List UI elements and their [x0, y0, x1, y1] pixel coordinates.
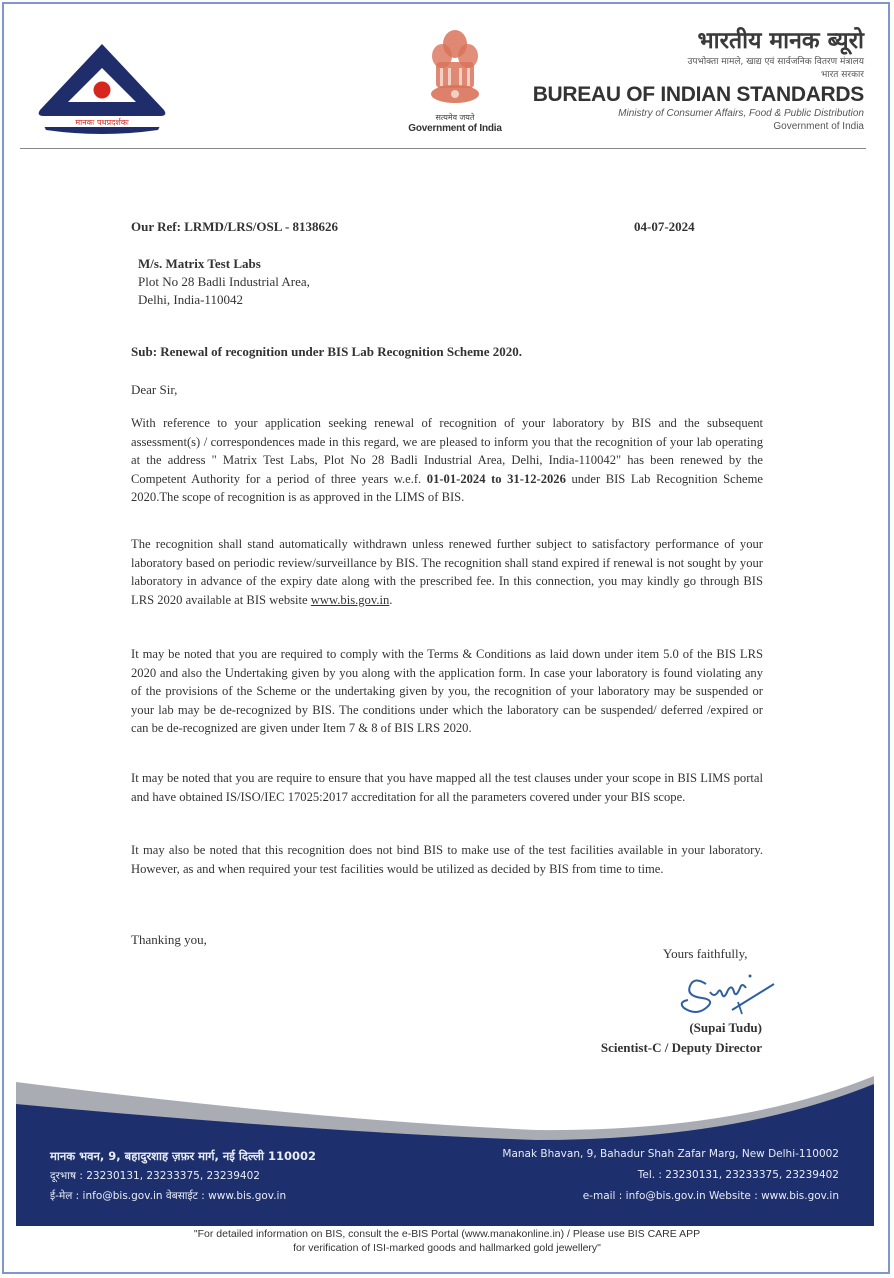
handwritten-signature-icon [676, 962, 786, 1022]
footer-note [0, 1227, 894, 1255]
bis-logo [32, 38, 172, 138]
footer-note-line2: for verification of ISI-marked goods and hallmarked gold jewellery" [293, 1242, 601, 1254]
recipient-name: M/s. Matrix Test Labs [138, 256, 261, 271]
footer-english-contact [502, 1144, 839, 1207]
thanks-line: Thanking you, [131, 932, 207, 947]
footer-english-address: Manak Bhavan, 9, Bahadur Shah Zafar Marg, New Delhi-110002 [502, 1148, 839, 1160]
footer-english-phone: Tel. : 23230131, 23233375, 23239402 [637, 1169, 839, 1181]
footer-hindi-contact [50, 1146, 316, 1206]
recipient-address-line1: Plot No 28 Badli Industrial Area, [138, 274, 310, 289]
english-ministry: Ministry of Consumer Affairs, Food & Public Distribution [618, 108, 864, 119]
emblem-caption: Government of India [408, 123, 502, 134]
closing-line: Yours faithfully, [663, 946, 748, 961]
paragraph-text: With reference to your application seeking renewal of recognition of your laboratory by BIS and the subsequent assessment(s) / correspondences made in this regard, we are pleased to inform you that the recognition of your lab operating at the address " Matrix Test Labs, Plot No 28 Badli Industrial Area, Delhi, India-110042" has been renewed by the Competent Authority for a period of three years w.e.f. [131, 416, 763, 486]
signer-name: (Supai Tudu) [689, 1020, 762, 1035]
hindi-govt: भारत सरकार [820, 70, 864, 80]
letterhead-title-block [533, 26, 864, 133]
paragraph-text: under BIS Lab Recognition Scheme 2020.The scope of recognition is as approved in the LIMS of BIS. [131, 471, 763, 505]
bis-triangle-logo-icon [32, 38, 172, 138]
emblem-motto: सत्यमेव जयते [435, 113, 475, 122]
recipient-address [138, 255, 310, 309]
paragraph-terms: It may be noted that you are required to comply with the Terms & Conditions as laid down under item 5.0 of the BIS LRS 2020 and also the Undertaking given by you along with the application form. In case your laboratory is found violating any of the provisions of the Scheme or the undertaking given by you, the recognition of your laboratory may be suspended or your lab may be de-recognized by BIS. The conditions under which the laboratory can be suspended/ deferred /expired or can be de-recognized are given under Item 7 & 8 of BIS LRS 2020. [131, 647, 763, 736]
recipient-address-line2: Delhi, India-110042 [138, 292, 243, 307]
english-title: BUREAU OF INDIAN STANDARDS [532, 83, 864, 106]
hindi-title: भारतीय मानक ब्यूरो [697, 28, 864, 54]
bis-website-link[interactable]: www.bis.gov.in [310, 592, 390, 607]
signer-title: Scientist-C / Deputy Director [600, 1040, 762, 1055]
paragraph-text: The recognition shall stand automatically withdrawn unless renewed further subject to satisfactory performance of your laboratory based on periodic review/surveillance by BIS. The recognition shall stand expired if renewal is not sought by your laboratory in advance of the expiry date along with the prescribed fee. In this connection, you may kindly go through BIS LRS 2020 available at BIS website [131, 537, 763, 607]
english-govt: Government of India [773, 121, 864, 132]
validity-period: 01-01-2024 to 31-12-2026 [426, 471, 566, 486]
footer-hindi-email-web: ई-मेल : info@bis.gov.in वेबसाईट : www.bis.gov.in [50, 1190, 287, 1202]
signer-block [601, 1018, 762, 1058]
signature [676, 962, 786, 1022]
paragraph-text: . [389, 592, 393, 607]
footer-hindi-phone: दूरभाष : 23230131, 23233375, 23239402 [50, 1170, 260, 1182]
paragraph-withdrawal [131, 535, 763, 609]
footer-hindi-address: मानक भवन, 9, बहादुरशाह ज़फ़र मार्ग, नई दिल्ली 110002 [50, 1149, 316, 1163]
paragraph-facilities: It may also be noted that this recognition does not bind BIS to make use of the test facilities available in your laboratory. However, as and when required your test facilities would be utilized as decided by BIS from time to time. [131, 843, 763, 876]
salutation: Dear Sir, [131, 382, 178, 397]
paragraph-renewal [131, 414, 763, 507]
ashoka-emblem-icon [400, 22, 510, 112]
header-divider [20, 148, 866, 149]
footer-english-email-web: e-mail : info@bis.gov.in Website : www.bis.gov.in [582, 1190, 839, 1202]
government-emblem [400, 22, 510, 140]
paragraph-accreditation: It may be noted that you are require to ensure that you have mapped all the test clauses under your scope in BIS LIMS portal and have obtained IS/ISO/IEC 17025:2017 accreditation for all the parameters covered under your BIS scope. [131, 771, 763, 804]
letter-date: 04-07-2024 [634, 219, 695, 234]
subject-line: Sub: Renewal of recognition under BIS Lab Recognition Scheme 2020. [131, 344, 522, 359]
hindi-ministry: उपभोक्ता मामले, खाद्य एवं सार्वजनिक वितरण मंत्रालय [687, 57, 864, 67]
reference-number: Our Ref: LRMD/LRS/OSL - 8138626 [131, 219, 339, 234]
footer-note-line1: "For detailed information on BIS, consult the e-BIS Portal (www.manakonline.in) / Please use BIS CARE APP [193, 1228, 701, 1240]
svg-text:मानकः पथप्रदर्शकः: मानकः पथप्रदर्शकः [75, 118, 129, 127]
